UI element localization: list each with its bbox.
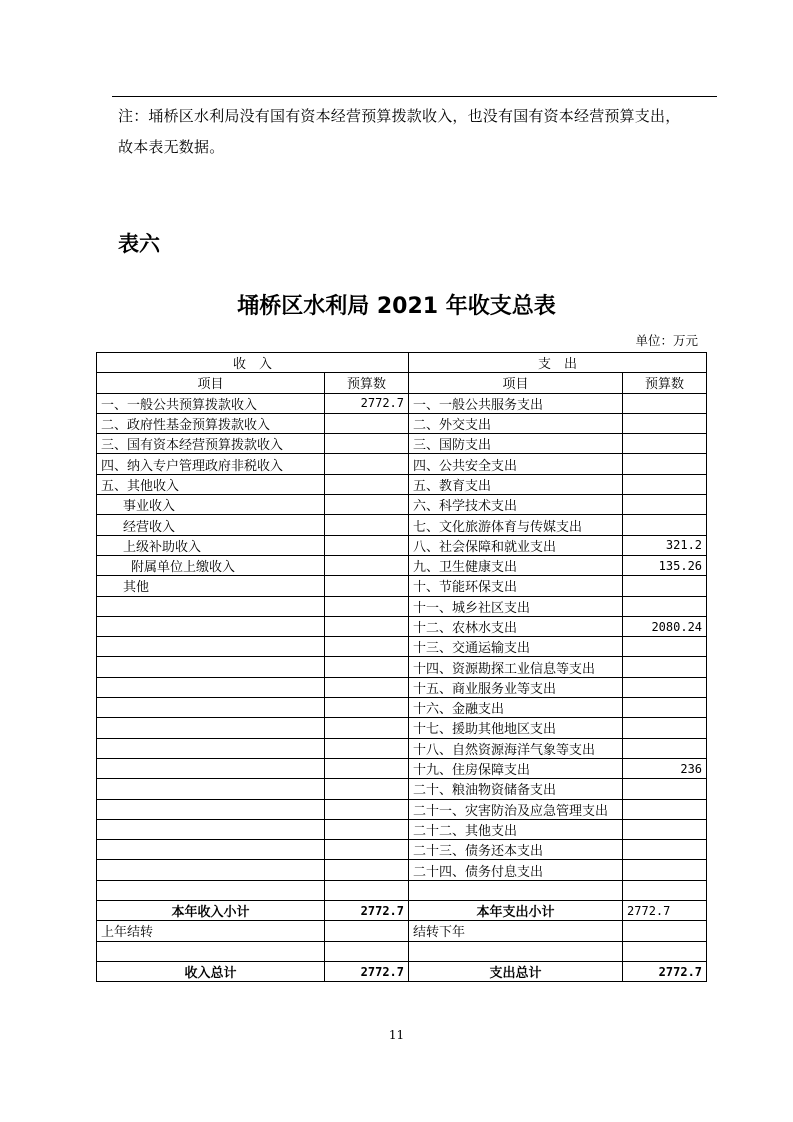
income-item-cell: 一、一般公共预算拨款收入 [97, 393, 325, 413]
expense-value-cell [623, 637, 707, 657]
income-value-cell [325, 677, 409, 697]
table-row [97, 555, 707, 575]
income-item-cell [97, 779, 325, 799]
table-row [97, 758, 707, 778]
expense-value-cell [623, 495, 707, 515]
income-item-cell: 经营收入 [97, 515, 325, 535]
income-value-cell [325, 758, 409, 778]
expense-item-cell: 四、公共安全支出 [409, 454, 623, 474]
income-value-cell [325, 474, 409, 494]
blank-row [97, 941, 707, 961]
expense-subtotal-label: 本年支出小计 [409, 901, 623, 921]
expense-item-header: 项目 [409, 373, 623, 393]
income-item-cell [97, 637, 325, 657]
income-item-cell: 四、纳入专户管理政府非税收入 [97, 454, 325, 474]
income-value-cell [325, 637, 409, 657]
income-item-cell [97, 758, 325, 778]
income-subtotal-label: 本年收入小计 [97, 901, 325, 921]
expense-total-label: 支出总计 [409, 961, 623, 981]
income-value-cell [325, 616, 409, 636]
expense-value-cell [623, 779, 707, 799]
column-header-row [97, 373, 707, 393]
note-paragraph [118, 101, 718, 163]
carry-row [97, 921, 707, 941]
table-row [97, 393, 707, 413]
expense-item-cell: 二十、粮油物资储备支出 [409, 779, 623, 799]
income-item-cell [97, 596, 325, 616]
income-value-cell [325, 515, 409, 535]
expense-value-cell [623, 819, 707, 839]
table-row [97, 434, 707, 454]
income-item-cell [97, 677, 325, 697]
table-row [97, 637, 707, 657]
table-row [97, 880, 707, 900]
income-value-cell [325, 495, 409, 515]
expense-value-cell [623, 576, 707, 596]
income-item-cell [97, 840, 325, 860]
table-row [97, 616, 707, 636]
income-item-cell [97, 860, 325, 880]
income-carry-value [325, 921, 409, 941]
income-item-cell: 二、政府性基金预算拨款收入 [97, 413, 325, 433]
blank-cell [409, 941, 623, 961]
table-row [97, 495, 707, 515]
table-row [97, 819, 707, 839]
page-number: 11 [388, 1028, 405, 1042]
table-title: 埇桥区水利局 2021 年收支总表 [237, 294, 556, 319]
expense-item-cell: 二十一、灾害防治及应急管理支出 [409, 799, 623, 819]
income-value-cell [325, 555, 409, 575]
unit-label: 单位：万元 [635, 333, 698, 348]
note-line-2: 故本表无数据。 [118, 138, 225, 156]
income-subtotal-value: 2772.7 [325, 901, 409, 921]
expense-value-cell [623, 596, 707, 616]
expense-value-cell [623, 413, 707, 433]
table-row [97, 576, 707, 596]
income-carry-label: 上年结转 [97, 921, 325, 941]
expense-value-cell [623, 434, 707, 454]
expense-header: 支 出 [409, 353, 707, 373]
expense-item-cell: 十七、援助其他地区支出 [409, 718, 623, 738]
expense-carry-value [623, 921, 707, 941]
expense-item-cell: 一、一般公共服务支出 [409, 393, 623, 413]
income-item-cell: 三、国有资本经营预算拨款收入 [97, 434, 325, 454]
expense-item-cell: 八、社会保障和就业支出 [409, 535, 623, 555]
group-header-row [97, 353, 707, 373]
expense-item-cell: 十五、商业服务业等支出 [409, 677, 623, 697]
income-value-cell [325, 718, 409, 738]
income-value-cell [325, 657, 409, 677]
expense-value-cell: 321.2 [623, 535, 707, 555]
budget-summary-table [96, 352, 707, 982]
expense-item-cell: 十三、交通运输支出 [409, 637, 623, 657]
income-total-label: 收入总计 [97, 961, 325, 981]
income-item-cell [97, 698, 325, 718]
expense-value-cell [623, 454, 707, 474]
expense-item-cell: 十六、金融支出 [409, 698, 623, 718]
expense-value-cell [623, 718, 707, 738]
expense-item-cell: 三、国防支出 [409, 434, 623, 454]
note-line-1: 注：埇桥区水利局没有国有资本经营预算拨款收入，也没有国有资本经营预算支出， [118, 107, 681, 125]
table-row [97, 779, 707, 799]
blank-cell [623, 941, 707, 961]
income-value-cell [325, 738, 409, 758]
income-value-cell [325, 779, 409, 799]
expense-item-cell: 六、科学技术支出 [409, 495, 623, 515]
table-row [97, 596, 707, 616]
expense-value-cell: 2080.24 [623, 616, 707, 636]
expense-value-cell [623, 698, 707, 718]
table-row [97, 474, 707, 494]
income-value-cell [325, 596, 409, 616]
table-row [97, 799, 707, 819]
expense-item-cell: 二十三、债务还本支出 [409, 840, 623, 860]
blank-cell [325, 941, 409, 961]
expense-value-cell [623, 880, 707, 900]
expense-item-cell: 十八、自然资源海洋气象等支出 [409, 738, 623, 758]
table-row [97, 515, 707, 535]
expense-item-cell: 十四、资源勘探工业信息等支出 [409, 657, 623, 677]
expense-carry-label: 结转下年 [409, 921, 623, 941]
income-item-cell: 事业收入 [97, 495, 325, 515]
expense-item-cell: 九、卫生健康支出 [409, 555, 623, 575]
table-row [97, 860, 707, 880]
expense-item-cell: 十二、农林水支出 [409, 616, 623, 636]
income-item-cell [97, 738, 325, 758]
expense-value-cell [623, 474, 707, 494]
table-row [97, 738, 707, 758]
income-value-cell [325, 819, 409, 839]
income-total-value: 2772.7 [325, 961, 409, 981]
expense-budget-header: 预算数 [623, 373, 707, 393]
expense-value-cell [623, 860, 707, 880]
table-row [97, 413, 707, 433]
income-value-cell: 2772.7 [325, 393, 409, 413]
table-row [97, 535, 707, 555]
income-item-cell: 五、其他收入 [97, 474, 325, 494]
income-value-cell [325, 454, 409, 474]
section-label: 表六 [118, 232, 160, 256]
income-item-cell [97, 657, 325, 677]
subtotal-row [97, 901, 707, 921]
income-value-cell [325, 698, 409, 718]
income-value-cell [325, 413, 409, 433]
income-value-cell [325, 576, 409, 596]
expense-total-value: 2772.7 [623, 961, 707, 981]
expense-subtotal-value: 2772.7 [623, 901, 707, 921]
expense-item-cell: 十、节能环保支出 [409, 576, 623, 596]
income-value-cell [325, 880, 409, 900]
expense-value-cell [623, 393, 707, 413]
income-budget-header: 预算数 [325, 373, 409, 393]
income-item-cell: 附属单位上缴收入 [97, 555, 325, 575]
expense-value-cell: 236 [623, 758, 707, 778]
table-row [97, 698, 707, 718]
table-row [97, 840, 707, 860]
table-row [97, 677, 707, 697]
expense-item-cell: 十九、住房保障支出 [409, 758, 623, 778]
income-item-cell: 上级补助收入 [97, 535, 325, 555]
income-value-cell [325, 840, 409, 860]
expense-value-cell [623, 515, 707, 535]
income-item-cell [97, 880, 325, 900]
income-value-cell [325, 434, 409, 454]
income-item-header: 项目 [97, 373, 325, 393]
expense-item-cell: 十一、城乡社区支出 [409, 596, 623, 616]
expense-value-cell [623, 657, 707, 677]
total-row [97, 961, 707, 981]
expense-item-cell: 二十四、债务付息支出 [409, 860, 623, 880]
table-row [97, 718, 707, 738]
table-row [97, 454, 707, 474]
income-item-cell [97, 718, 325, 738]
table-row [97, 657, 707, 677]
expense-item-cell: 七、文化旅游体育与传媒支出 [409, 515, 623, 535]
income-header: 收 入 [97, 353, 409, 373]
income-item-cell [97, 819, 325, 839]
expense-value-cell [623, 799, 707, 819]
expense-item-cell: 二十二、其他支出 [409, 819, 623, 839]
expense-value-cell [623, 677, 707, 697]
income-item-cell [97, 616, 325, 636]
expense-value-cell [623, 738, 707, 758]
income-value-cell [325, 535, 409, 555]
expense-item-cell: 二、外交支出 [409, 413, 623, 433]
blank-cell [97, 941, 325, 961]
expense-item-cell [409, 880, 623, 900]
income-item-cell [97, 799, 325, 819]
income-value-cell [325, 860, 409, 880]
income-value-cell [325, 799, 409, 819]
expense-item-cell: 五、教育支出 [409, 474, 623, 494]
income-item-cell: 其他 [97, 576, 325, 596]
expense-value-cell: 135.26 [623, 555, 707, 575]
top-rule [112, 96, 717, 97]
expense-value-cell [623, 840, 707, 860]
